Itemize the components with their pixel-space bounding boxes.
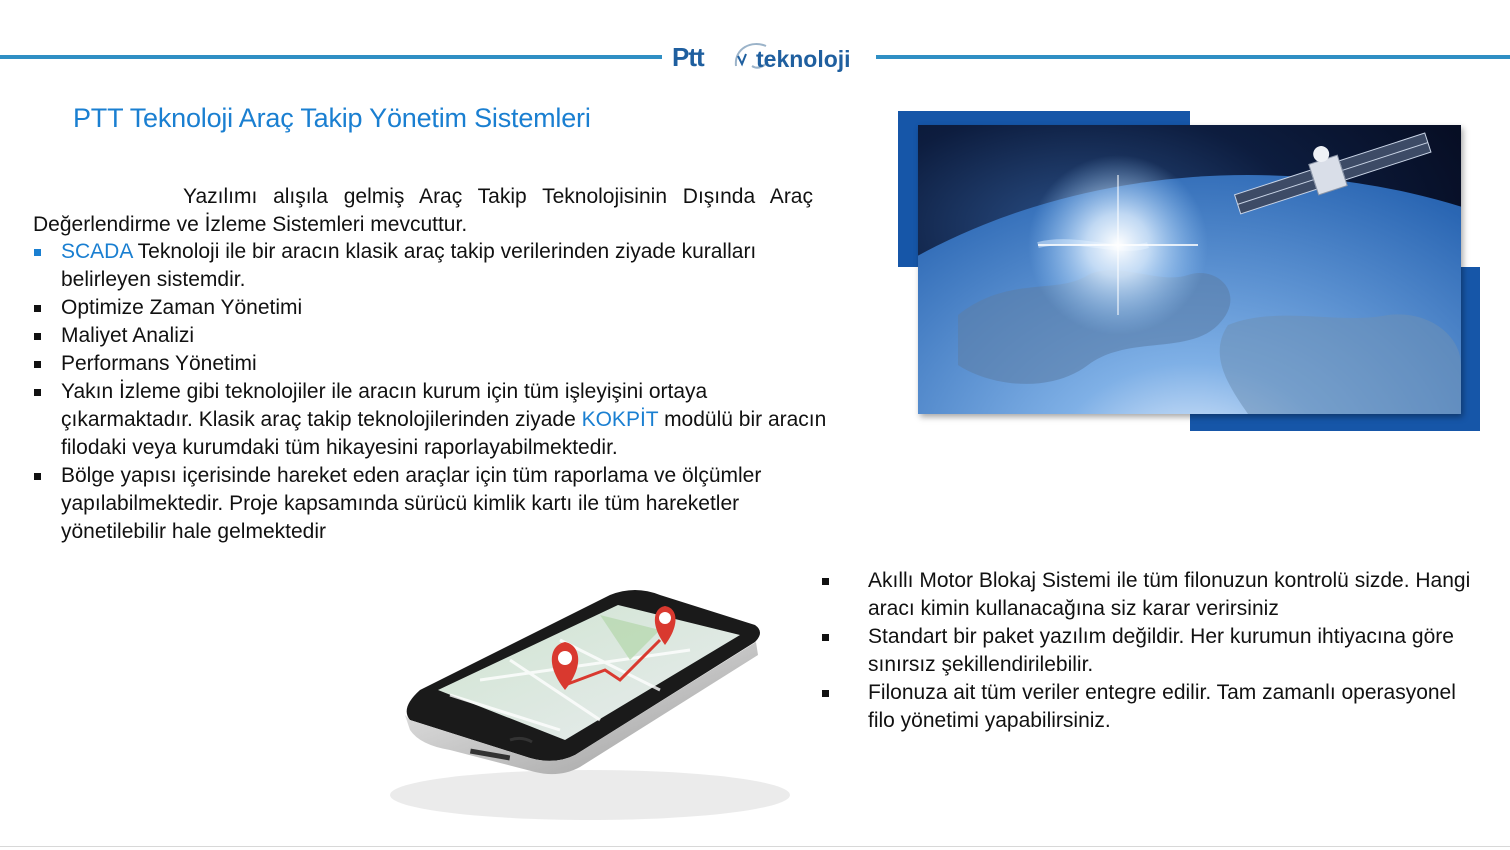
logo-teknoloji-text: teknoloji (756, 46, 851, 72)
list-item (33, 322, 843, 350)
list-item (33, 350, 843, 378)
header-rule-left (0, 55, 662, 59)
list-item-text: Akıllı Motor Blokaj Sistemi ile tüm filonuzun kontrolü sizde. Hangi aracı kimin kullanacağına siz karar verirsiniz (868, 569, 1471, 620)
list-item-text: Performans Yönetimi (61, 352, 257, 375)
feature-list-right (820, 567, 1480, 735)
smartphone-map-image (360, 580, 800, 830)
list-item-text: Maliyet Analizi (61, 324, 195, 347)
list-item (33, 462, 843, 546)
list-item-text: Yakın İzleme gibi teknolojiler ile aracın kurum için tüm işleyişini ortaya çıkarmaktadır. Klasik araç takip teknolojilerinden ziyade (61, 380, 708, 431)
logo-ptt-text: Ptt (672, 42, 704, 72)
footer-divider (0, 846, 1510, 847)
list-item-text: Optimize Zaman Yönetimi (61, 296, 303, 319)
page-title: PTT Teknoloji Araç Takip Yönetim Sistemleri (73, 103, 591, 133)
kokpit-highlight: KOKPİT (581, 408, 659, 431)
list-item (33, 378, 843, 462)
list-item (820, 623, 1480, 679)
intro-paragraph: Yazılımı alışıla gelmiş Araç Takip Teknolojisinin Dışında Araç Değerlendirme ve İzleme Sistemleri mevcuttur. (33, 185, 813, 236)
list-item (820, 679, 1480, 735)
feature-list-left (33, 238, 843, 546)
list-item (33, 238, 843, 294)
list-item-text: modülü bir aracın filodaki veya kurumdaki tüm hikayesini raporlayabilmektedir. (61, 408, 827, 459)
ptt-teknoloji-logo (668, 36, 872, 80)
scada-highlight: SCADA (61, 240, 133, 263)
list-item-text: Standart bir paket yazılım değildir. Her kurumun ihtiyacına göre sınırsız şekillendirilebilir. (868, 625, 1454, 676)
list-item (820, 567, 1480, 623)
satellite-earth-image (918, 125, 1461, 414)
list-item (33, 294, 843, 322)
satellite-image-frame (898, 111, 1480, 431)
header-rule-right (876, 55, 1510, 59)
list-item-text: Teknoloji ile bir aracın klasik araç takip verilerinden ziyade kuralları belirleyen sistemdir. (61, 240, 757, 291)
list-item-text: Bölge yapısı içerisinde hareket eden araçlar için tüm raporlama ve ölçümler yapılabilmektedir. Proje kapsamında sürücü kimlik kartı ile tüm hareketler yönetilebilir hale gelmektedir (61, 464, 762, 543)
list-item-text: Filonuza ait tüm veriler entegre edilir. Tam zamanlı operasyonel filo yönetimi yapabilirsiniz. (868, 681, 1456, 732)
